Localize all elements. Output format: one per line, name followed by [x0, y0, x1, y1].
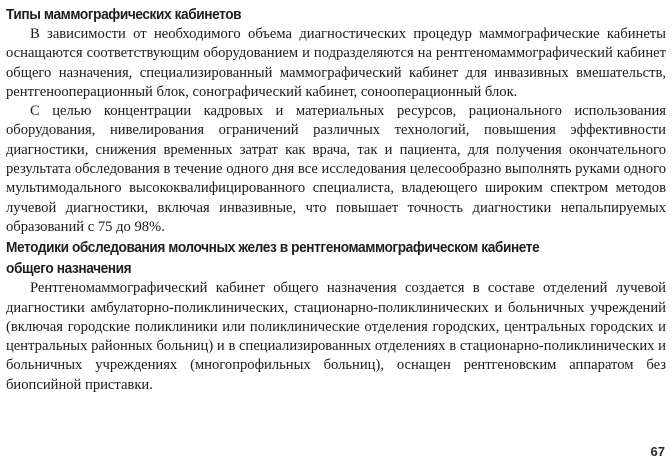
paragraph-cabinet-equipment: В зависимости от необходимого объема диагностических процедур маммографические кабинеты оснащаются соответствующим оборудованием и подразделяются на рентгеномаммографический кабинет общего назначения, специализированный маммографический кабинет для инвазивных вмешательств, рентгенооперационный блок, сонографический кабинет, сонооперационный блок. [6, 26, 666, 100]
page-content [6, 4, 666, 395]
section-heading-cabinet-types: Типы маммографических кабинетов [6, 6, 242, 23]
paragraph-resource-concentration: С целью концентрации кадровых и материальных ресурсов, рационального использования оборудования, нивелирования ограничений различных технологий, повышения эффективности диагностики, снижения временных затрат как врача, так и пациента, для получения окончательного результата обследования в течение одного дня все исследования целесообразно выполнять руками одного мультимодального высококвалифицированного специалиста, владеющего широким спектром методов лучевой диагностики, включая инвазивные, что повышает точность диагностики непальпируемых образований с 75 до 98%. [6, 103, 666, 235]
page-number: 67 [650, 444, 665, 459]
paragraph-general-cabinet: Рентгеномаммографический кабинет общего назначения создается в составе отделений лучевой диагностики амбулаторно-поликлинических, стационарно-поликлинических и больничных учреждений (включая городские поликлиники или поликлинические отделения городских, центральных городских и центральных районных больниц) и в специализированных отделениях в стационарно-поликлинических и больничных учреждениях (многопрофильных больниц), оснащен рентгеновским аппаратом без биопсийной приставки. [6, 280, 666, 393]
section-heading-examination-methods: Методики обследования молочных желез в рентгеномаммографическом кабинете общего назначения [6, 239, 540, 278]
